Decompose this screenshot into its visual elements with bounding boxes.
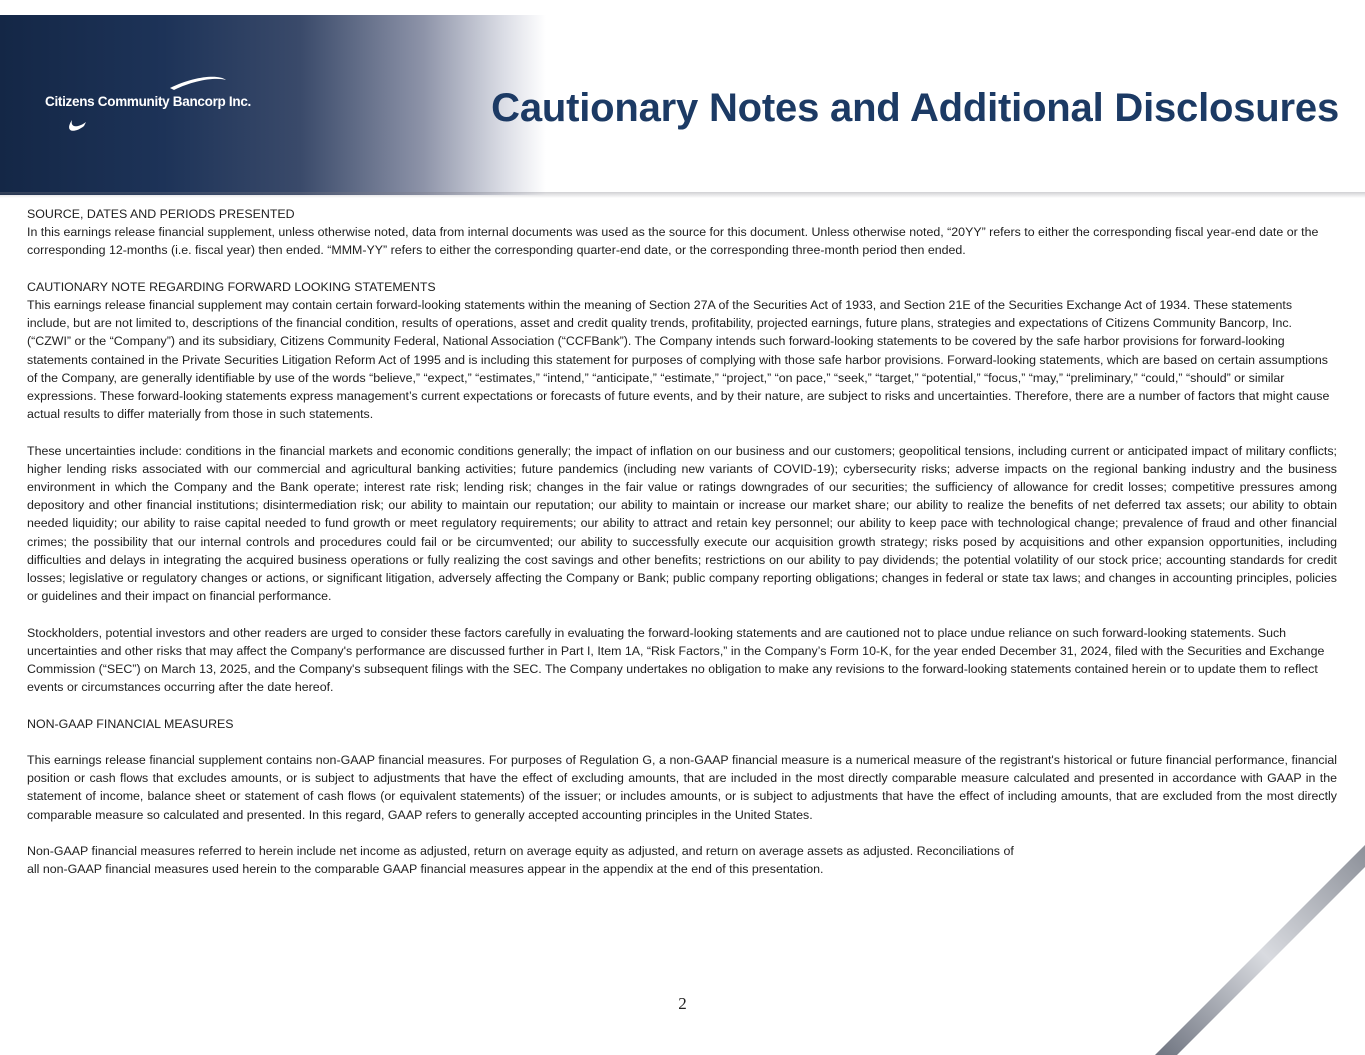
spacer: [27, 605, 1337, 623]
page-number: 2: [678, 994, 687, 1013]
spacer: [27, 824, 1337, 842]
header-shadow-divider: [0, 192, 1365, 198]
spacer: [27, 423, 1337, 441]
uncertainties-paragraph: These uncertainties include: conditions in the financial markets and economic conditions generally; the impact of inflation on our business and our customers; geopolitical tensions, including current or anticipated impact of military conflicts; higher lending risks associated with our commercial and agricultural banking activities; future pandemics (including new variants of COVID-19); cybersecurity risks; adverse impacts on the regional banking industry and the business environment in which the Company and the Bank operate; interest rate risk; lending risk; changes in the fair value or ratings downgrades of our securities; the sufficiency of allowance for credit losses; competitive pressures among depository and other financial institutions; disintermediation risk; our ability to maintain our reputation; our ability to maintain or increase our market share; our ability to realize the benefits of net deferred tax assets; our ability to obtain needed liquidity; our ability to raise capital needed to fund growth or meet regulatory requirements; our ability to attract and retain key personnel; our ability to keep pace with technological change; prevalence of fraud and other financial crimes; the possibility that our internal controls and procedures could fail or be circumvented; our ability to successfully execute our acquisition growth strategy; risks posed by acquisitions and other expansion opportunities, including difficulties and delays in integrating the acquired business operations or fully realizing the cost savings and other benefits; restrictions on our ability to pay dividends; the potential volatility of our stock price; accounting standards for credit losses; legislative or regulatory changes or actions, or significant litigation, adversely affecting the Company or Bank; public company reporting obligations; changes in federal or state tax laws; and changes in accounting principles, policies or guidelines and their impact on financial performance.: [27, 443, 1337, 604]
company-logo: [44, 74, 274, 136]
non-gaap-reconciliation-line-2: all non-GAAP financial measures used herein to the comparable GAAP financial measures appear in the appendix at the end of this presentation.: [27, 862, 824, 877]
non-gaap-heading: NON-GAAP FINANCIAL MEASURES: [27, 716, 234, 731]
spacer: [27, 733, 1337, 751]
non-gaap-reconciliation-line-1: Non-GAAP financial measures referred to herein include net income as adjusted, return on average equity as adjusted, and return on average assets as adjusted. Reconciliations of: [27, 844, 1014, 859]
page-title: Cautionary Notes and Additional Disclosures: [491, 86, 1339, 130]
stockholders-paragraph: Stockholders, potential investors and other readers are urged to consider these factors carefully in evaluating the forward-looking statements and are cautioned not to place undue reliance on such forward-looking statements. Such uncertainties and other risks that may affect the Company's performance are discussed further in Part I, Item 1A, “Risk Factors,” in the Company’s Form 10-K, for the year ended December 31, 2024, filed with the Securities and Exchange Commission (“SEC”) on March 13, 2025, and the Company's subsequent filings with the SEC. The Company undertakes no obligation to make any revisions to the forward-looking statements contained herein or to update them to reflect events or circumstances occurring after the date hereof.: [27, 625, 1325, 695]
source-paragraph: In this earnings release financial supplement, unless otherwise noted, data from internal documents was used as the source for this document. Unless otherwise noted, “20YY” refers to either the corresponding fiscal year-end date or the corresponding 12-months (i.e. fiscal year) then ended. “MMM-YY” refers to either the corresponding quarter-end date, or the corresponding three-month period then ended.: [27, 225, 1319, 258]
forward-looking-heading: CAUTIONARY NOTE REGARDING FORWARD LOOKING STATEMENTS: [27, 279, 436, 294]
forward-looking-paragraph: This earnings release financial supplement may contain certain forward-looking statements within the meaning of Section 27A of the Securities Act of 1933, and Section 21E of the Securities Exchange Act of 1934. These statements include, but are not limited to, descriptions of the financial condition, results of operations, asset and credit quality trends, profitability, projected earnings, future plans, strategies and expectations of Citizens Community Bancorp, Inc. (“CZWI” or the “Company”) and its subsidiary, Citizens Community Federal, National Association (“CCFBank”). The Company intends such forward-looking statements to be covered by the safe harbor provisions for forward-looking statements contained in the Private Securities Litigation Reform Act of 1995 and is including this statement for purposes of complying with those safe harbor provisions. Forward-looking statements, which are based on certain assumptions of the Company, are generally identifiable by use of the words “believe,” “expect,” “estimates,” “intend,” “anticipate,” “estimate,” “project,” “on pace,” “seek,” “target,” “potential,” “focus,” “may,” “preliminary,” “could,” “should” or similar expressions. These forward-looking statements express management’s current expectations or forecasts of future events, and by their nature, are subject to risks and uncertainties. Therefore, there are a number of factors that might cause actual results to differ materially from those in such statements.: [27, 298, 1330, 422]
spacer: [27, 696, 1337, 714]
logo-wordmark: Citizens Community Bancorp Inc.: [45, 94, 251, 109]
disclosure-content: [27, 205, 1337, 878]
spacer: [27, 260, 1337, 278]
non-gaap-paragraph: This earnings release financial supplement contains non-GAAP financial measures. For purposes of Regulation G, a non-GAAP financial measure is a numerical measure of the registrant's historical or future financial performance, financial position or cash flows that excludes amounts, or is subject to adjustments that have the effect of excluding amounts, that are included in the most directly comparable measure calculated and presented in accordance with GAAP in the statement of income, balance sheet or statement of cash flows (or equivalent statements) of the issuer; or includes amounts, or is subject to adjustments that have the effect of including amounts, that are excluded from the most directly comparable measure so calculated and presented. In this regard, GAAP refers to generally accepted accounting principles in the United States.: [27, 753, 1337, 822]
corner-decoration-icon: [1155, 845, 1365, 1055]
source-heading: SOURCE, DATES AND PERIODS PRESENTED: [27, 207, 295, 221]
